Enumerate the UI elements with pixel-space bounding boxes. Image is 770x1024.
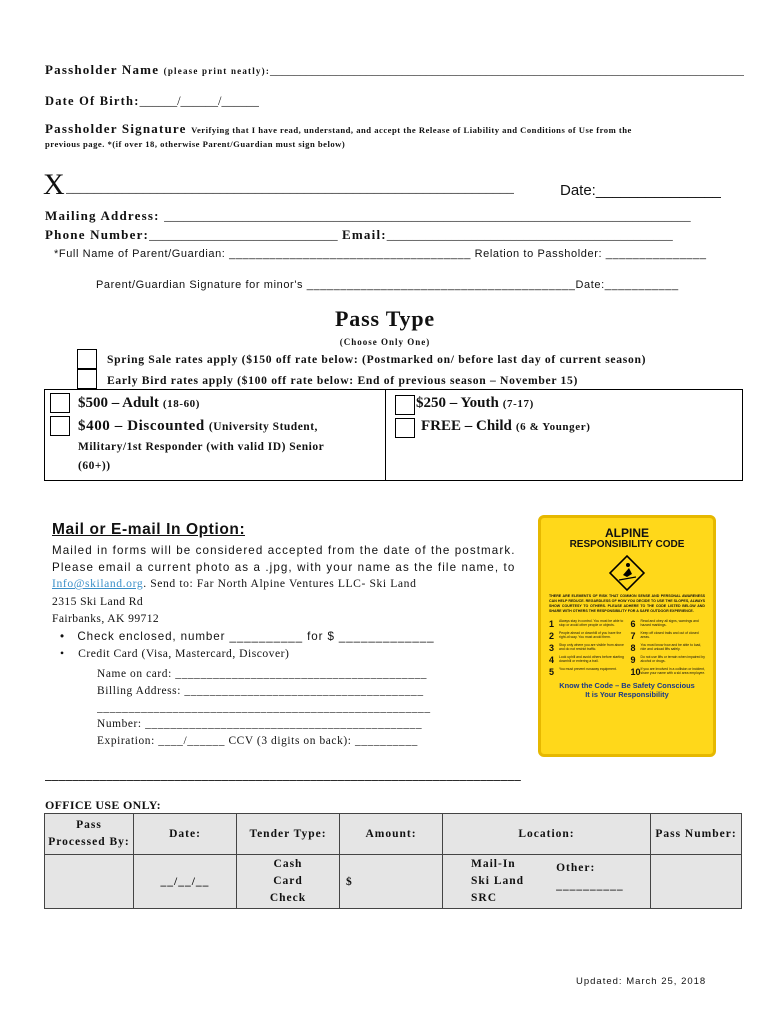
spring-sale-label: Spring Sale rates apply ($150 off rate below: (Postmarked on/ before last day of current season): [107, 353, 647, 366]
alpine-rule-number: 3: [549, 643, 555, 653]
office-tender-cell[interactable]: [237, 855, 340, 909]
signature-row: [45, 121, 632, 137]
discounted-note-1: (University Student,: [208, 421, 318, 433]
early-bird-checkbox[interactable]: [77, 369, 97, 389]
alpine-rule-number: 2: [549, 631, 555, 641]
youth-option: [416, 394, 534, 412]
alpine-responsibility-card: [538, 515, 716, 757]
alpine-rule: [631, 655, 708, 665]
spring-sale-checkbox[interactable]: [77, 349, 97, 369]
payment-card-item: [60, 647, 289, 660]
signature-x-mark: X: [43, 168, 65, 201]
card-expiration-field[interactable]: Expiration: ____/______ CCV (3 digits on back): __________: [97, 735, 418, 747]
alpine-card-title-1: ALPINE: [604, 526, 649, 540]
youth-price: $250 – Youth: [416, 395, 499, 411]
alpine-rule: [549, 619, 626, 629]
alpine-rule-text: Stop only where you are visible from above and do not restrict traffic.: [559, 643, 624, 652]
youth-age: (7-17): [502, 398, 534, 410]
dob-field[interactable]: ______/______/______: [139, 94, 260, 108]
pass-type-subtitle: (Choose Only One): [339, 337, 431, 347]
discounted-note-3: (60+)): [78, 460, 111, 472]
location-other-label: Other:: [556, 862, 596, 874]
office-header-amount: Amount:: [340, 814, 443, 855]
location-mail-in: Mail-In: [471, 858, 516, 870]
mailing-label: Mailing Address:: [45, 208, 160, 223]
email-field[interactable]: ____________________________________________: [386, 227, 673, 242]
passholder-name-field[interactable]: _______________________________________________________________________________: [270, 63, 745, 77]
signature-date-row: [560, 182, 721, 199]
parent-date-field[interactable]: ___________: [604, 279, 679, 291]
office-use-title: OFFICE USE ONLY:: [45, 798, 161, 812]
location-other-field[interactable]: __________: [556, 880, 624, 892]
alpine-rule-text: You must know how and be able to load, ride and unload lifts safely.: [640, 643, 702, 652]
alpine-card-rules: [549, 619, 707, 677]
office-pass-number-cell[interactable]: [651, 855, 742, 909]
alpine-rule: [549, 655, 626, 665]
tender-check: Check: [269, 892, 307, 904]
alpine-rule-text: Do not use lifts or terrain when impaired by alcohol or drugs.: [640, 655, 705, 664]
mail-text-1: Mailed in forms will be considered accepted from the date of the postmark.: [52, 544, 516, 557]
office-date-cell[interactable]: __/__/__: [134, 855, 237, 909]
discounted-note-2: Military/1st Responder (with valid ID) Senior: [78, 441, 325, 453]
location-ski-land: Ski Land: [471, 875, 525, 887]
payment-check-item: [60, 630, 434, 643]
child-option: [421, 417, 590, 435]
early-bird-label: Early Bird rates apply ($100 off rate below: End of previous season – November 15): [107, 374, 579, 387]
alpine-rule-text: Keep off closed trails and out of closed areas.: [640, 631, 699, 640]
phone-label: Phone Number:: [45, 227, 150, 242]
mail-address-2: Fairbanks, AK 99712: [52, 612, 160, 625]
adult-checkbox[interactable]: [50, 393, 70, 413]
mail-text-2: Please email a current photo as a .jpg, with your name as the file name, to: [52, 561, 516, 574]
alpine-rule: [631, 631, 708, 641]
tender-cash: Cash: [273, 858, 303, 870]
adult-age: (18-60): [162, 398, 201, 410]
office-amount-cell[interactable]: $: [340, 855, 443, 909]
office-use-table: [44, 813, 742, 909]
office-processed-by-cell[interactable]: [45, 855, 134, 909]
alpine-rule-text: Always stay in control. You must be able to stop or avoid other people or objects.: [559, 619, 624, 628]
alpine-rule-text: If you are involved in a collision or incident, share your name with a ski area employee.: [640, 667, 706, 676]
alpine-rule-number: 4: [549, 655, 555, 665]
email-label: Email:: [342, 227, 387, 242]
alpine-card-intro: THERE ARE ELEMENTS OF RISK THAT COMMON SENSE AND PERSONAL AWARENESS CAN HELP REDUCE. REGARDLESS OF HOW YOU DECIDE TO USE THE SLOPES, ALWAYS SHOW COURTESY TO OTHERS. PLEASE ADHERE TO THE CODE LISTED BELOW AND SHARE WITH OTHERS THE RESPONSIBILITY FOR A SAFE OUTDOOR EXPERIENCE.: [549, 594, 705, 613]
alpine-rule: [631, 619, 708, 629]
mailing-field[interactable]: _________________________________________________________________________________: [164, 208, 691, 223]
child-checkbox[interactable]: [395, 418, 415, 438]
signature-note-2: previous page. *(if over 18, otherwise Parent/Guardian must sign below): [45, 139, 346, 149]
discounted-option: [78, 417, 318, 435]
info-email-link[interactable]: Info@skiland.org: [52, 577, 144, 590]
alpine-rule-number: 1: [549, 619, 555, 629]
parent-name-row[interactable]: *Full Name of Parent/Guardian: ____________________________________ Relation to Passholder: _______________: [54, 248, 707, 260]
office-header-location: Location:: [443, 814, 651, 855]
dob-row: [45, 94, 259, 109]
mail-address-1: 2315 Ski Land Rd: [52, 595, 144, 608]
bullet-icon: •: [60, 630, 65, 643]
alpine-rule-number: 9: [630, 655, 636, 665]
parent-date-label: Date:: [575, 279, 605, 291]
bullet-icon: •: [60, 647, 65, 660]
phone-field[interactable]: _____________________________: [149, 227, 338, 242]
mail-text-3: [52, 577, 416, 590]
card-name-field[interactable]: Name on card: ________________________________________: [97, 668, 428, 680]
signature-date-field[interactable]: _______________: [595, 182, 721, 199]
child-price: FREE – Child: [421, 418, 512, 434]
alpine-rule-number: 8: [630, 643, 636, 653]
office-header-date: Date:: [134, 814, 237, 855]
discounted-checkbox[interactable]: [50, 416, 70, 436]
discounted-price: $400 – Discounted: [78, 418, 205, 434]
office-location-other-cell[interactable]: [555, 855, 650, 909]
office-header-processed-by: Pass Processed By:: [45, 814, 134, 855]
alpine-rule: [631, 643, 708, 653]
child-age: (6 & Younger): [515, 421, 591, 433]
parent-signature-row: [96, 279, 679, 291]
alpine-rule-number: 7: [630, 631, 636, 641]
alpine-rule-text: People ahead or downhill of you have the right-of-way. You must avoid them.: [559, 631, 622, 640]
office-location-cell[interactable]: [443, 855, 556, 909]
alpine-rule-number: 5: [549, 667, 555, 677]
signature-note: Verifying that I have read, understand, and accept the Release of Liability and Conditions of Use from the: [191, 125, 632, 135]
adult-price: $500 – Adult: [78, 395, 159, 411]
mailing-row: [45, 208, 691, 224]
dob-label: Date Of Birth:: [45, 94, 140, 108]
alpine-rule-text: You must prevent runaway equipment.: [559, 667, 617, 671]
signature-date-label: Date:: [560, 182, 596, 199]
alpine-rule: [549, 643, 626, 653]
section-divider: ______________________________________________________________________: [45, 767, 521, 782]
alpine-rule: [549, 667, 626, 677]
passholder-name-label: Passholder Name: [45, 62, 160, 77]
tender-card: Card: [273, 875, 303, 887]
office-header-tender: Tender Type:: [237, 814, 340, 855]
location-src: SRC: [471, 892, 498, 904]
card-number-field[interactable]: Number: ____________________________________________: [97, 718, 423, 730]
updated-date: Updated: March 25, 2018: [576, 976, 707, 987]
alpine-rule-text: Read and obey all signs, warnings and hazard markings.: [640, 619, 699, 628]
alpine-rule-number: 10: [630, 667, 641, 677]
alpine-card-title-2: RESPONSIBILITY CODE: [569, 539, 685, 550]
passholder-name-note: (please print neatly):: [163, 66, 271, 76]
skier-sign-icon: [541, 553, 713, 593]
alpine-rule-text: Look uphill and avoid others before starting downhill or entering a trail.: [559, 655, 624, 664]
passholder-name-row: [45, 62, 744, 78]
alpine-card-footer: [541, 681, 713, 699]
mail-send-to: . Send to: Far North Alpine Ventures LLC- Ski Land: [143, 577, 417, 590]
pass-type-title: Pass Type: [335, 306, 435, 331]
signature-field[interactable]: ________________________________________________________________: [66, 181, 514, 196]
parent-signature-field[interactable]: Parent/Guardian Signature for minor's ________________________________________: [96, 279, 576, 291]
alpine-card-footer-1: Know the Code – Be Safety Conscious: [559, 681, 695, 690]
adult-option: [78, 394, 200, 412]
alpine-rule: [631, 667, 708, 677]
credit-card-label: Credit Card (Visa, Mastercard, Discover): [78, 647, 290, 660]
mail-option-title: Mail or E-mail In Option:: [52, 521, 246, 538]
signature-label: Passholder Signature: [45, 121, 187, 136]
billing-address-field-2[interactable]: _____________________________________________________: [97, 702, 431, 714]
billing-address-field[interactable]: Billing Address: ______________________________________: [97, 685, 424, 697]
office-header-pass-number: Pass Number:: [651, 814, 742, 855]
alpine-card-footer-2: It is Your Responsibility: [585, 690, 669, 699]
alpine-rule: [549, 631, 626, 641]
phone-email-row: [45, 227, 673, 243]
check-enclosed-field[interactable]: Check enclosed, number __________ for $ _____________: [77, 630, 435, 643]
alpine-rule-number: 6: [630, 619, 636, 629]
youth-checkbox[interactable]: [395, 395, 415, 415]
